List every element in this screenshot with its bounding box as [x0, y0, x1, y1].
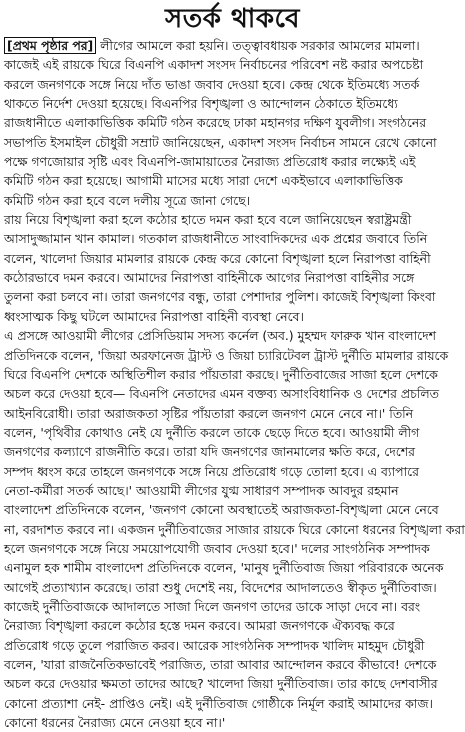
article-line: তুলনা করা চলবে না। তারা জনগণের বন্ধু, তারা পেশাদার পুলিশ। কাজেই বিশৃঙ্খলা কিংবা: [4, 289, 436, 305]
article-line: [4, 36, 461, 55]
article-line: কঠোরভাবে দমন করবে। আমাদের নিরাপত্তা বাহিনীকে আগের নিরাপত্তা বাহিনীর সঙ্গে: [4, 270, 415, 286]
article-line: অচল করে দেওয়া হবে— বিএনপি নেতাদের এমন বক্তব্য অসাংবিধানিক ও দেশের প্রচলিত: [4, 386, 439, 402]
article-line: কমিটি গঠন করা হবে বলে দলীয় সূত্রে জানা গেছে।: [4, 192, 251, 208]
article-line: ধ্বংসাত্মক কিছু ঘটলে আমাদের নিরাপত্তা বাহিনী ব্যবস্থা নেবে।: [4, 308, 304, 324]
article-line: থাকতে নির্দেশ দেওয়া হয়েছে। বিএনপির বিশৃঙ্খলা ও আন্দোলন ঠেকাতে ইতিমধ্যে: [4, 96, 398, 112]
article-line: সম্পদ ধ্বংস করে তাহলে জনগণকে সঙ্গে নিয়ে প্রতিরোধ গড়ে তোলা হবে। এ ব্যাপারে: [4, 463, 419, 479]
article-line: না, বরদাশত করবে না। একজন দুর্নীতিবাজের সাজার রায়কে ঘিরে কোনো ধরনের বিশৃঙ্খলা করা: [4, 521, 465, 537]
article-line: এনামুল হক শামীম বাংলাদেশ প্রতিদিনকে বলেন, 'মানুষ দুর্নীতিবাজ জিয়া পরিবারকে অনেক: [4, 560, 444, 576]
article-line: রাজধানীতে এলাকাভিত্তিক কমিটি গঠন করেছে ঢাকা মহানগর দক্ষিণ যুবলীগ। সংগঠনের: [4, 115, 427, 131]
article-line: আইনবিরোধী। তারা অরাজকতা সৃষ্টির পাঁয়তারা করলে জনগণ মেনে নেবে না।' তিনি: [4, 405, 414, 421]
article-line-text: লীগের আমলে করা হয়নি। তত্ত্বাবধায়ক সরকার আমলের মামলা।: [96, 38, 420, 53]
article-line: আসাদুজ্জামান খান কামাল। গতকাল রাজধানীতে সাংবাদিকদের এক প্রশ্নের জবাবে তিনি: [4, 231, 428, 247]
article-line: আগেই প্রত্যাখ্যান করেছে। তারা শুধু দেশেই নয়, বিদেশের আদালতেও স্বীকৃত দুর্নীতিবাজ।: [4, 579, 437, 595]
article-line: কোনো প্রত্যাশা নেই- প্রাপ্তিও নেই। এই দুর্নীতিবাজ গোষ্ঠীকে নির্মূল করাই আমাদের কাজ।: [4, 695, 433, 711]
article-line: পক্ষে গণজোয়ার সৃষ্টি এবং বিএনপি-জামায়াতের নৈরাজ্য প্রতিরোধ করার লক্ষ্যেই এই: [4, 154, 416, 170]
article-line: সভাপতি ইসমাইল চৌধুরী সম্রাট জানিয়েছেন, একাদশ সংসদ নির্বাচন সামনে রেখে কোনো: [4, 134, 437, 150]
article-line: বলেন, 'পৃথিবীর কোথাও নেই যে দুর্নীতি করলে তাকে ছেড়ে দিতে হবে। আওয়ামী লীগ: [4, 424, 420, 440]
article-line: কাজেই এই রায়কে ঘিরে বিএনপি একাদশ সংসদ নির্বাচনের পরিবেশ নষ্ট করার অপচেষ্টা: [4, 57, 424, 73]
article-line: কাজেই দুর্নীতিবাজকে আদালতে সাজা দিলে জনগণ তাদের ডাকে সাড়া দেবে না। বরং: [4, 598, 421, 614]
article-line: অচল করে দেওয়ার ক্ষমতা তাদের আছে? খালেদা জিয়া দুর্নীতিবাজ। তার কাছে দেশবাসীর: [4, 676, 438, 692]
article-line: ঘিরে বিএনপি দেশকে অস্থিতিশীল করার পাঁয়তারা করছে। দুর্নীতিবাজের সাজা হলে দেশকে: [4, 366, 438, 382]
article-line: করলে জনগণকে সঙ্গে নিয়ে দাঁত ভাঙা জবাব দেওয়া হবে। কেন্দ্র থেকে ইতিমধ্যে সতর্ক: [4, 76, 420, 92]
article-body: [4, 36, 465, 731]
article-line: এ প্রসঙ্গে আওয়ামী লীগের প্রেসিডিয়াম সদস্য কর্নেল (অব.) মুহম্মদ ফারুক খান বাংলাদেশ: [4, 328, 436, 344]
article-line: প্রতিরোধ গড়ে তুলে পরাজিত করব। আরেক সাংগঠনিক সম্পাদক খালিদ মাহমুদ চৌধুরী: [4, 637, 425, 653]
article-line: নৈরাজ্য বিশৃঙ্খলা করলে কঠোর হস্তে দমন করবে। আমরা জনগণকে ঐক্যবদ্ধ করে: [4, 618, 395, 634]
article-line: কমিটি গঠন করা হয়েছে। আগামী মাসের মধ্যে সারা দেশে একইভাবে এলাকাভিত্তিক: [4, 173, 403, 189]
continuation-kicker: [প্রথম পৃষ্ঠার পর]: [4, 37, 96, 54]
article-line: রায় নিয়ে বিশৃঙ্খলা করা হলে কঠোর হাতে দমন করা হবে বলে জানিয়েছেন স্বরাষ্ট্রমন্ত্রী: [4, 212, 412, 228]
article-line: বলেন, 'যারা রাজনৈতিকভাবেই পরাজিত, তারা আবার আন্দোলন করবে কীভাবে! দেশকে: [4, 657, 437, 672]
article-line: প্রতিদিনকে বলেন, 'জিয়া অরফানেজ ট্রাস্ট ও জিয়া চ্যারিটেবল ট্রাস্ট দুর্নীতি মামলার রায়কে: [4, 347, 449, 363]
article-line: হলে জনগণকে সঙ্গে নিয়ে সময়োপযোগী জবাব দেওয়া হবে।' দলের সাংগঠনিক সম্পাদক: [4, 540, 430, 556]
article-line: বাংলাদেশ প্রতিদিনকে বলেন, 'জনগণ কোনো অবস্থাতেই অরাজকতা-বিশৃঙ্খলা মেনে নেবে: [4, 502, 439, 518]
article-line: বলেন, খালেদা জিয়ার মামলার রায়কে কেন্দ্র করে কোনো বিশৃঙ্খলা হলে নিরাপত্তা বাহিনী: [4, 250, 431, 266]
article-headline: সতর্ক থাকবে: [165, 4, 300, 34]
article-line: নেতা-কর্মীরা সতর্ক আছে।' আওয়ামী লীগের যুগ্ম সাধারণ সম্পাদক আবদুর রহমান: [4, 482, 399, 498]
article-line: কোনো ধরনের নৈরাজ্য মেনে নেওয়া হবে না।': [4, 715, 226, 731]
article-line: জনগণের কল্যাণে রাজনীতি করে। তারা যদি জনগণের জানমালের ক্ষতি করে, দেশের: [4, 444, 415, 460]
